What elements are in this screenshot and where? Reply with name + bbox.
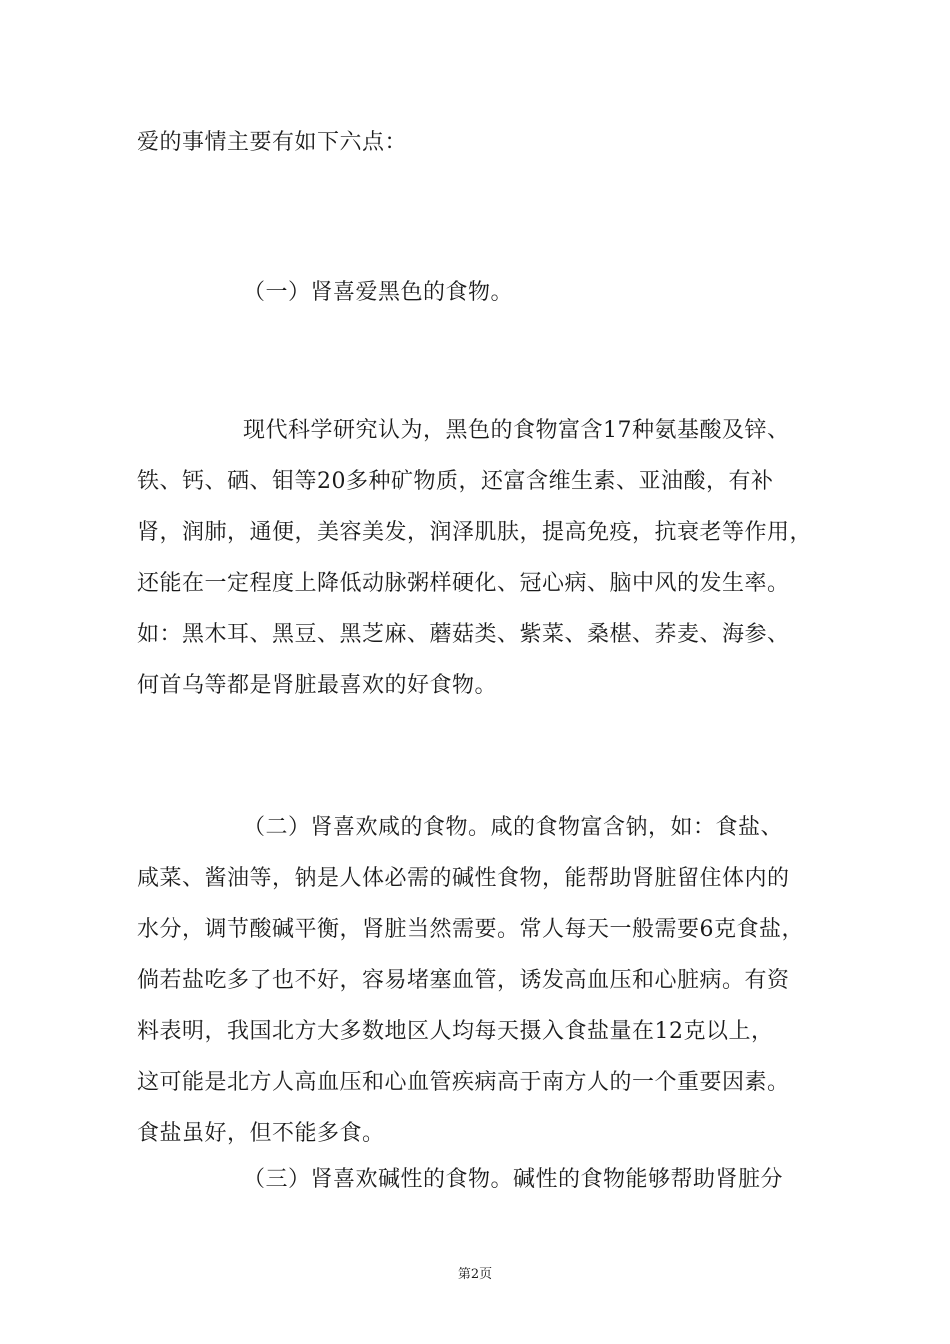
section1-line-2: 铁、钙、硒、钼等20多种矿物质，还富含维生素、亚油酸，有补 — [137, 469, 774, 494]
section3-line-1: （三）肾喜欢碱性的食物。碱性的食物能够帮助肾脏分 — [243, 1167, 784, 1192]
section2-line-7: 食盐虽好，但不能多食。 — [137, 1121, 385, 1146]
intro-line: 爱的事情主要有如下六点： — [137, 130, 408, 155]
section2-line-5: 料表明，我国北方大多数地区人均每天摄入食盐量在12克以上， — [137, 1019, 774, 1044]
section2-line-2: 咸菜、酱油等，钠是人体必需的碱性食物，能帮助肾脏留住体内的 — [137, 866, 790, 891]
section2-line-4: 倘若盐吃多了也不好，容易堵塞血管，诱发高血压和心脏病。有资 — [137, 968, 790, 993]
section1-line-3: 肾，润肺，通便，美容美发，润泽肌肤，提高免疫，抗衰老等作用， — [137, 520, 813, 545]
section2-line-3: 水分，调节酸碱平衡，肾脏当然需要。常人每天一般需要6克食盐， — [137, 917, 804, 942]
section2-line-6: 这可能是北方人高血压和心血管疾病高于南方人的一个重要因素。 — [137, 1070, 790, 1095]
section1-line-1: 现代科学研究认为，黑色的食物富含17种氨基酸及锌、 — [243, 418, 790, 443]
section1-line-6: 何首乌等都是肾脏最喜欢的好食物。 — [137, 673, 498, 698]
section1-line-5: 如：黑木耳、黑豆、黑芝麻、蘑菇类、紫菜、桑椹、荞麦、海参、 — [137, 622, 790, 647]
section2-line-1: （二）肾喜欢咸的食物。咸的食物富含钠，如：食盐、 — [243, 815, 784, 840]
section1-line-4: 还能在一定程度上降低动脉粥样硬化、冠心病、脑中风的发生率。 — [137, 571, 790, 596]
page-number: 第2页 — [457, 1267, 493, 1282]
section-heading-1: （一）肾喜爱黑色的食物。 — [243, 280, 514, 305]
